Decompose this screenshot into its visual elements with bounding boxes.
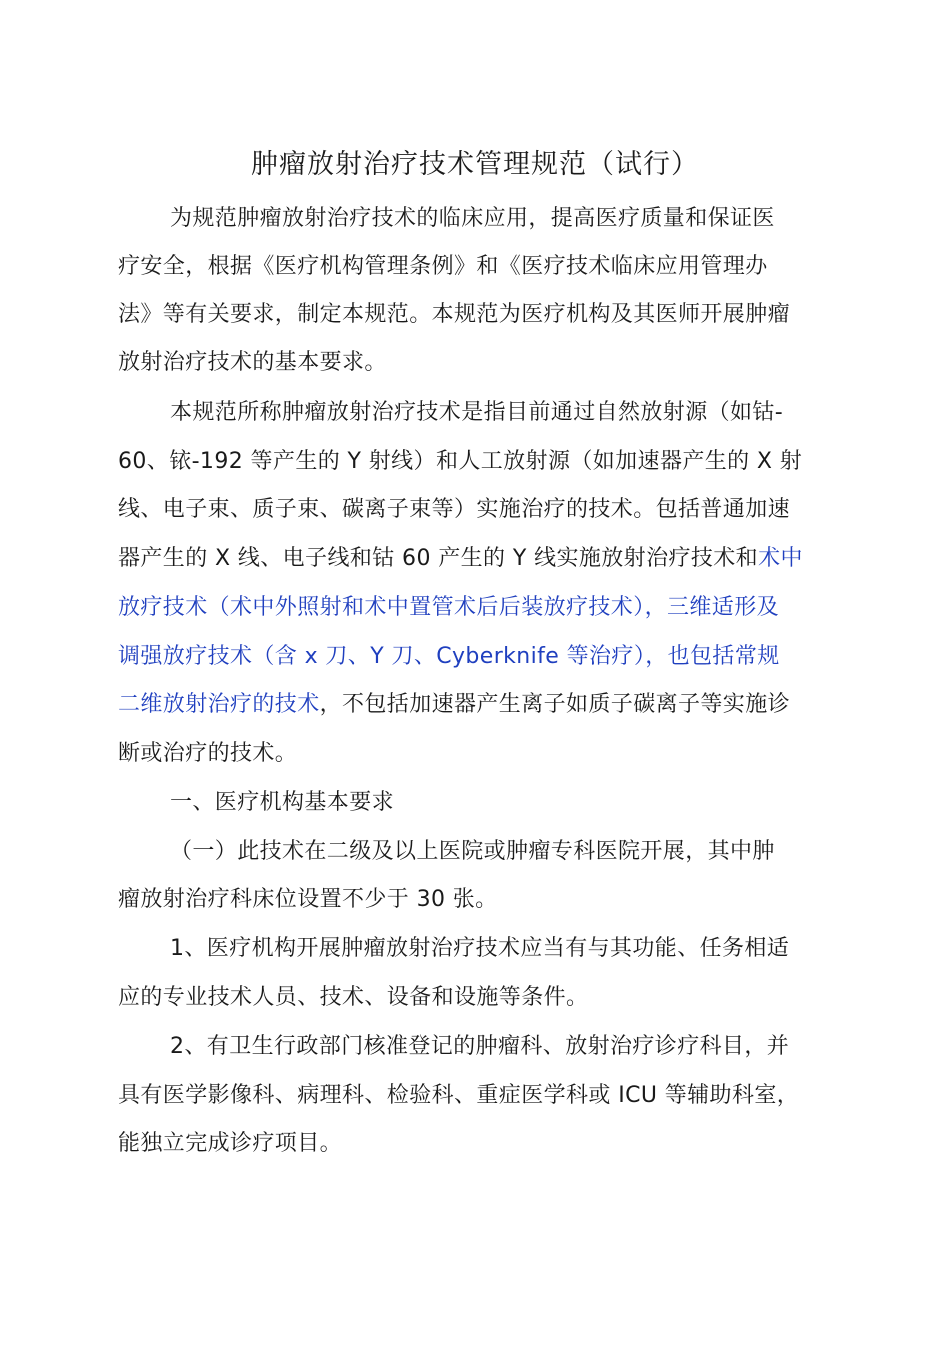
line-segment: 器产生的 X 线、电子线和钴 60 产生的 Y 线实施放射治疗技术和 bbox=[118, 546, 759, 571]
paragraph-line bbox=[118, 543, 803, 575]
highlighted-line: 调强放疗技术（含 x 刀、Y 刀、Cyberknife 等治疗），也包括常规 bbox=[118, 644, 780, 669]
paragraph-line: 断或治疗的技术。 bbox=[118, 741, 298, 766]
paragraph-line: 疗安全，根据《医疗机构管理条例》和《医疗技术临床应用管理办 bbox=[118, 254, 768, 279]
paragraph-line: 放射治疗技术的基本要求。 bbox=[118, 350, 387, 375]
highlighted-segment: 二维放射治疗的技术 bbox=[118, 692, 320, 717]
line-segment: ，不包括加速器产生离子如质子碳离子等实施诊 bbox=[319, 692, 791, 717]
paragraph-line: 能独立完成诊疗项目。 bbox=[118, 1131, 343, 1156]
paragraph-line bbox=[118, 689, 790, 721]
paragraph-line: 1、医疗机构开展肿瘤放射治疗技术应当有与其功能、任务相适 bbox=[170, 936, 790, 961]
paragraph-line: 应的专业技术人员、技术、设备和设施等条件。 bbox=[118, 985, 589, 1010]
paragraph-line: 60、铱-192 等产生的 Y 射线）和人工放射源（如加速器产生的 X 射 bbox=[118, 449, 803, 474]
highlighted-segment: 术中 bbox=[758, 546, 803, 571]
paragraph-line: 2、有卫生行政部门核准登记的肿瘤科、放射治疗诊疗科目，并 bbox=[170, 1034, 790, 1059]
section-heading: 一、医疗机构基本要求 bbox=[170, 790, 395, 815]
paragraph-line: 具有医学影像科、病理科、检验科、重症医学科或 ICU 等辅助科室， bbox=[118, 1083, 800, 1108]
paragraph-line: 为规范肿瘤放射治疗技术的临床应用，提高医疗质量和保证医 bbox=[170, 206, 775, 231]
paragraph-line: 法》等有关要求，制定本规范。本规范为医疗机构及其医师开展肿瘤 bbox=[118, 302, 791, 327]
highlighted-line: 放疗技术（术中外照射和术中置管术后后装放疗技术），三维适形及 bbox=[118, 595, 780, 620]
paragraph-line: （一）此技术在二级及以上医院或肿瘤专科医院开展，其中肿 bbox=[170, 839, 775, 864]
paragraph-line: 本规范所称肿瘤放射治疗技术是指目前通过自然放射源（如钴- bbox=[170, 400, 784, 425]
paragraph-line: 线、电子束、质子束、碳离子束等）实施治疗的技术。包括普通加速 bbox=[118, 497, 791, 522]
paragraph-line: 瘤放射治疗科床位设置不少于 30 张。 bbox=[118, 887, 498, 912]
document-title: 肿瘤放射治疗技术管理规范（试行） bbox=[251, 149, 699, 180]
